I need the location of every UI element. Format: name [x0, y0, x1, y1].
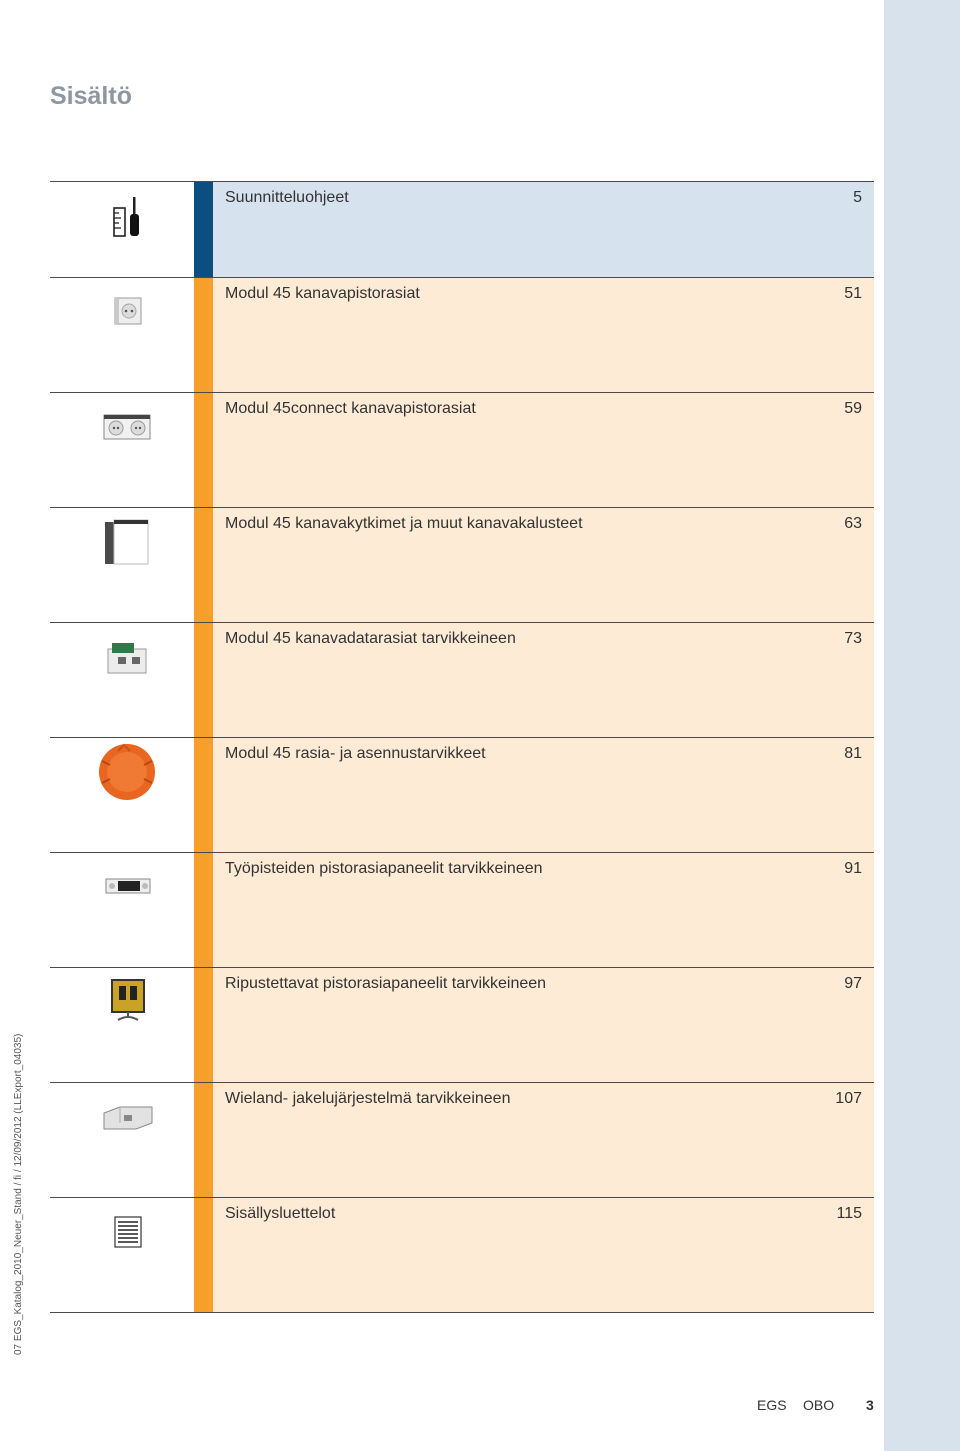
toc-page: 97 [844, 975, 862, 992]
row-thumbnail [50, 182, 194, 277]
toc-page: 51 [844, 285, 862, 302]
row-thumbnail [50, 1198, 194, 1312]
row-thumbnail [50, 853, 194, 967]
toc-row-index[interactable] [50, 1197, 874, 1313]
hanging-socket-panel-icon [108, 976, 148, 1024]
row-accent-bar [194, 182, 213, 277]
row-thumbnail [50, 623, 194, 737]
row-thumbnail [50, 393, 194, 507]
toc-page: 5 [853, 189, 862, 206]
side-strip [884, 0, 960, 1451]
single-socket-icon [112, 294, 144, 328]
toc-label: Modul 45connect kanavapistorasiat [225, 400, 476, 417]
toc-page: 107 [835, 1090, 862, 1107]
toc-page: 81 [844, 745, 862, 762]
toc-page: 91 [844, 860, 862, 877]
toc-page: 115 [836, 1205, 862, 1222]
row-thumbnail [50, 508, 194, 622]
toc-label: Modul 45 kanavadatarasiat tarvikkeineen [225, 630, 516, 647]
toc-label: Modul 45 kanavakytkimet ja muut kanavakalusteet [225, 515, 583, 532]
footer-brand-egs: EGS [757, 1397, 787, 1413]
footer-brand-obo: OBO [803, 1397, 835, 1413]
toc-row-boxes[interactable] [50, 737, 874, 852]
toc-label: Suunnitteluohjeet [225, 189, 349, 206]
toc-page: 73 [844, 630, 862, 647]
row-accent-bar [194, 968, 213, 1082]
footer-page-number: 3 [866, 1397, 874, 1413]
toc-label: Modul 45 rasia- ja asennustarvikkeet [225, 745, 486, 762]
toc-page: 63 [844, 515, 862, 532]
toc-row-planning[interactable] [50, 181, 874, 277]
toc-label: Modul 45 kanavapistorasiat [225, 285, 420, 302]
double-socket-icon [102, 407, 152, 445]
desk-socket-panel-icon [104, 875, 152, 897]
row-accent-bar [194, 1083, 213, 1197]
row-thumbnail [50, 278, 194, 392]
row-accent-bar [194, 623, 213, 737]
toc-row-sockets[interactable] [50, 277, 874, 392]
toc-label: Sisällysluettelot [225, 1205, 336, 1222]
row-accent-bar [194, 508, 213, 622]
row-thumbnail [50, 738, 194, 852]
toc-page: 59 [844, 400, 862, 417]
row-accent-bar [194, 738, 213, 852]
toc-row-switches[interactable] [50, 507, 874, 622]
row-accent-bar [194, 278, 213, 392]
installation-box-icon [96, 741, 158, 803]
row-accent-bar [194, 393, 213, 507]
data-socket-icon [104, 639, 150, 679]
toc-row-hanging-panels[interactable] [50, 967, 874, 1082]
toc-label: Wieland- jakelujärjestelmä tarvikkeineen [225, 1090, 511, 1107]
toc-row-connect-sockets[interactable] [50, 392, 874, 507]
row-thumbnail [50, 968, 194, 1082]
ruler-screwdriver-icon [113, 196, 143, 240]
print-job-info: 07 EGS_Katalog_2010_Neuer_Stand / fi / 12/09/2012 (LLExport_04035) [13, 1033, 24, 1355]
page-title: Sisältö [50, 82, 132, 110]
row-accent-bar [194, 853, 213, 967]
row-thumbnail [50, 1083, 194, 1197]
switch-module-icon [102, 516, 152, 568]
distribution-box-icon [100, 1103, 156, 1133]
toc-row-data-sockets[interactable] [50, 622, 874, 737]
table-of-contents [50, 181, 874, 1313]
row-accent-bar [194, 1198, 213, 1312]
toc-label: Työpisteiden pistorasiapaneelit tarvikkeineen [225, 860, 543, 877]
index-list-icon [114, 1216, 142, 1248]
toc-label: Ripustettavat pistorasiapaneelit tarvikkeineen [225, 975, 547, 992]
toc-row-distribution[interactable] [50, 1082, 874, 1197]
toc-row-desk-panels[interactable] [50, 852, 874, 967]
